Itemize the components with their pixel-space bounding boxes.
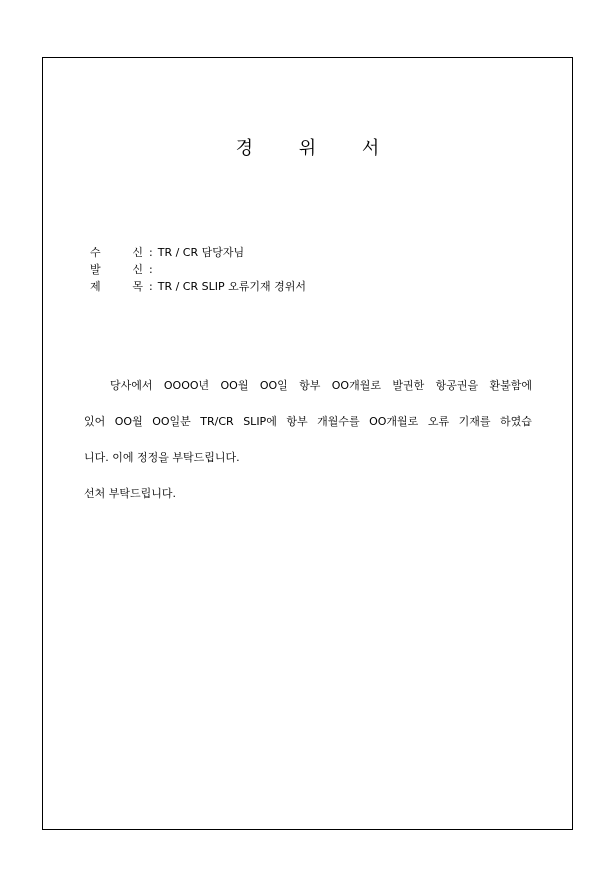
- title-char: 위: [298, 138, 317, 159]
- body-word: OO월: [220, 379, 249, 392]
- memo-header: [90, 244, 306, 295]
- recipient-label: 수 신: [90, 246, 143, 259]
- body-word: SLIP에: [243, 415, 277, 428]
- body-line-1: [84, 378, 532, 414]
- document-page: [42, 57, 573, 830]
- document-body: [84, 378, 532, 522]
- subject-row: [90, 278, 306, 295]
- body-word: OOOO년: [163, 379, 210, 392]
- body-line-3: 니다. 이에 정정을 부탁드립니다.: [84, 451, 240, 464]
- body-line-2: [84, 414, 532, 450]
- sender-label: 발 신: [90, 263, 143, 276]
- body-word: OO일: [259, 379, 288, 392]
- sender-row: [90, 261, 306, 278]
- document-title: [43, 134, 572, 160]
- subject-label: 제 목: [90, 280, 143, 293]
- body-word: OO월: [114, 415, 143, 428]
- body-line-4: 선처 부탁드립니다.: [84, 487, 177, 500]
- body-word: 오류: [427, 415, 450, 428]
- subject-separator: :: [149, 280, 153, 293]
- body-word: 개월수를: [317, 415, 360, 428]
- body-word: OO일분: [152, 415, 191, 428]
- subject-value: TR / CR SLIP 오류기재 경위서: [157, 280, 306, 293]
- recipient-row: [90, 244, 306, 261]
- body-word: 항부: [299, 379, 321, 392]
- body-word: TR/CR: [200, 415, 234, 428]
- body-word: 발권한: [392, 379, 425, 392]
- body-word: 환불함에: [489, 379, 532, 392]
- body-word: 당사에서: [110, 379, 153, 392]
- body-word: 항부: [286, 415, 308, 428]
- body-word: 하였습: [499, 415, 532, 428]
- body-word: 기재를: [458, 415, 491, 428]
- body-word: OO개월로: [369, 415, 419, 428]
- recipient-separator: :: [149, 246, 153, 259]
- title-char: 경: [235, 138, 254, 159]
- title-char: 서: [361, 138, 380, 159]
- sender-separator: :: [149, 263, 153, 276]
- recipient-value: TR / CR 담당자님: [157, 246, 245, 259]
- body-word: 항공권을: [435, 379, 479, 392]
- body-word: 있어: [84, 415, 106, 428]
- body-word: OO개월로: [331, 379, 381, 392]
